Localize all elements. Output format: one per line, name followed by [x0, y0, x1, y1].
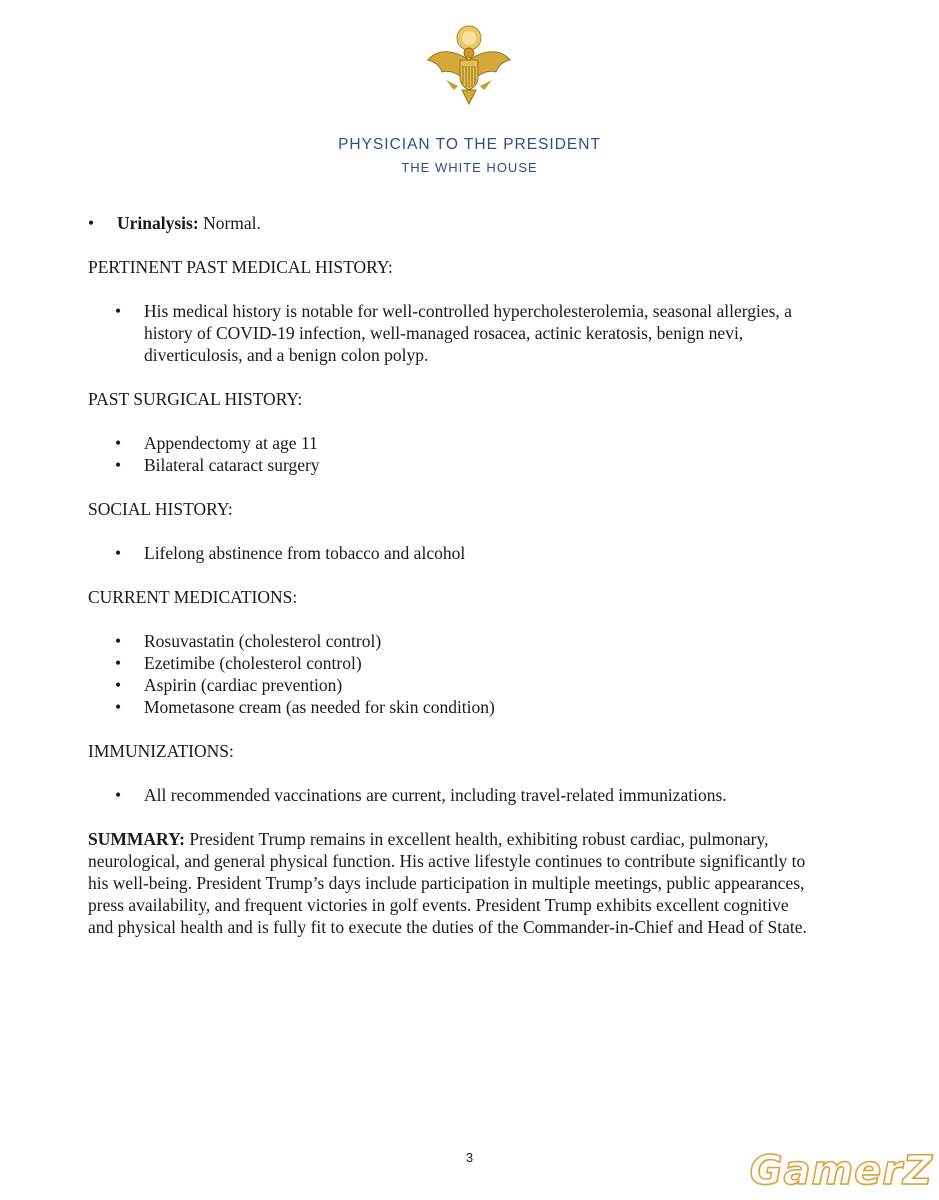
- bullet-icon: •: [115, 653, 122, 673]
- surgical-history-list: [88, 432, 818, 476]
- list-item: [115, 542, 818, 564]
- list-item-text: Rosuvastatin (cholesterol control): [144, 631, 382, 651]
- urinalysis-value: Normal.: [203, 213, 261, 233]
- section-heading-current-medications: CURRENT MEDICATIONS:: [88, 587, 298, 607]
- document-body: [88, 212, 818, 938]
- list-item-text: Ezetimibe (cholesterol control): [144, 653, 362, 673]
- list-item-text: Mometasone cream (as needed for skin condition): [144, 697, 495, 717]
- bullet-icon: •: [115, 631, 122, 651]
- bullet-icon: •: [88, 213, 95, 233]
- bullet-icon: •: [115, 433, 122, 453]
- summary-label: SUMMARY:: [88, 829, 185, 849]
- list-item-text: Bilateral cataract surgery: [144, 455, 320, 475]
- bullet-icon: •: [115, 697, 122, 717]
- section-heading-immunizations: IMMUNIZATIONS:: [88, 741, 234, 761]
- letterhead-title: PHYSICIAN TO THE PRESIDENT: [338, 136, 601, 153]
- medical-history-list: [88, 300, 818, 366]
- list-item: [115, 300, 818, 366]
- section-heading-surgical-history: PAST SURGICAL HISTORY:: [88, 389, 303, 409]
- list-item-text: His medical history is notable for well-controlled hypercholesterolemia, seasonal allergies, a history of COVID-19 infection, well-managed rosacea, actinic keratosis, benign nevi, diverticulosis, and a benign colon polyp.: [144, 301, 792, 365]
- watermark-logo: GamerZ: [749, 1148, 933, 1194]
- list-item-text: Appendectomy at age 11: [144, 433, 318, 453]
- urinalysis-label: Urinalysis:: [117, 213, 199, 233]
- immunizations-list: [88, 784, 818, 806]
- letterhead-subtitle: THE WHITE HOUSE: [401, 160, 538, 175]
- page-number: 3: [465, 1150, 474, 1165]
- list-item: [115, 696, 818, 718]
- list-item: [115, 432, 818, 454]
- summary-paragraph: [88, 828, 818, 938]
- bullet-icon: •: [115, 785, 122, 805]
- section-heading-medical-history: PERTINENT PAST MEDICAL HISTORY:: [88, 257, 393, 277]
- list-item-text: Aspirin (cardiac prevention): [144, 675, 343, 695]
- presidential-seal-icon: [424, 20, 514, 110]
- bullet-icon: •: [115, 543, 122, 563]
- list-item: [115, 784, 818, 806]
- list-item: [115, 674, 818, 696]
- urinalysis-item: [88, 212, 818, 234]
- bullet-icon: •: [115, 301, 122, 321]
- list-item: [115, 630, 818, 652]
- bullet-icon: •: [115, 675, 122, 695]
- bullet-icon: •: [115, 455, 122, 475]
- list-item-text: All recommended vaccinations are current, including travel-related immunizations.: [144, 785, 727, 805]
- list-item-text: Lifelong abstinence from tobacco and alcohol: [144, 543, 466, 563]
- summary-text: President Trump remains in excellent health, exhibiting robust cardiac, pulmonary, neurological, and general physical function. His active lifestyle continues to contribute significantly to his well-being. President Trump’s days include participation in multiple meetings, public appearances, press availability, and frequent victories in golf events. President Trump exhibits excellent cognitive and physical health and is fully fit to execute the duties of the Commander-in-Chief and Head of State.: [88, 829, 807, 937]
- list-item: [115, 454, 818, 476]
- list-item: [115, 652, 818, 674]
- social-history-list: [88, 542, 818, 564]
- section-heading-social-history: SOCIAL HISTORY:: [88, 499, 233, 519]
- medications-list: [88, 630, 818, 718]
